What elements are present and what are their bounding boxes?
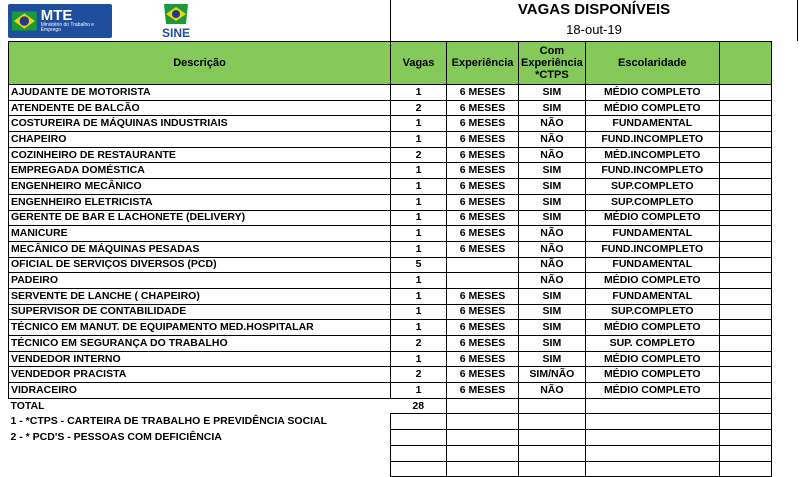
ctps-required: SIM (519, 179, 586, 195)
education: FUND.INCOMPLETO (585, 241, 719, 257)
vacancy-count: 1 (391, 116, 447, 132)
experience: 6 MESES (447, 100, 519, 116)
experience: 6 MESES (447, 194, 519, 210)
education: MÉDIO COMPLETO (585, 210, 719, 226)
experience: 6 MESES (447, 304, 519, 320)
vacancy-count: 1 (391, 179, 447, 195)
vacancy-count: 1 (391, 132, 447, 148)
vacancy-count: 2 (391, 367, 447, 383)
experience: 6 MESES (447, 147, 519, 163)
job-title: MANICURE (9, 226, 391, 242)
table-row (9, 179, 772, 195)
empty-cell (719, 304, 771, 320)
empty-cell (719, 116, 771, 132)
education: FUNDAMENTAL (585, 226, 719, 242)
table-row (9, 116, 772, 132)
education: SUP.COMPLETO (585, 304, 719, 320)
empty-cell (719, 194, 771, 210)
ctps-required: SIM (519, 85, 586, 101)
ctps-required: SIM (519, 163, 586, 179)
mte-logo (8, 4, 112, 38)
experience: 6 MESES (447, 116, 519, 132)
education: MÉDIO COMPLETO (585, 383, 719, 399)
vacancy-count: 1 (391, 241, 447, 257)
education: FUNDAMENTAL (585, 288, 719, 304)
experience (447, 257, 519, 273)
job-title: OFICIAL DE SERVIÇOS DIVERSOS (PCD) (9, 257, 391, 273)
table-row (9, 163, 772, 179)
table-row (9, 383, 772, 399)
empty-cell (719, 367, 771, 383)
note-pcd: 2 - * PCD'S - PESSOAS COM DEFICIÊNCIA (10, 430, 222, 443)
vacancy-count: 1 (391, 383, 447, 399)
education: FUNDAMENTAL (585, 116, 719, 132)
job-title: ATENDENTE DE BALCÃO (9, 100, 391, 116)
empty-cell (719, 288, 771, 304)
table-row (9, 100, 772, 116)
col-com-experiencia: Com Experiência *CTPS (519, 42, 586, 85)
education: FUND.INCOMPLETO (585, 132, 719, 148)
col-vagas: Vagas (391, 42, 447, 85)
vacancy-count: 1 (391, 194, 447, 210)
mte-logo-subtitle: Ministério do Trabalho e Emprego (40, 22, 95, 33)
vacancy-count: 1 (391, 273, 447, 289)
education: SUP.COMPLETO (585, 194, 719, 210)
empty-cell (719, 336, 771, 352)
education: MÉDIO COMPLETO (585, 367, 719, 383)
ctps-required: SIM/NÃO (519, 367, 586, 383)
empty-cell (719, 273, 771, 289)
empty-cell (719, 179, 771, 195)
vacancy-count: 2 (391, 100, 447, 116)
vacancy-count: 1 (391, 320, 447, 336)
job-title: EMPREGADA DOMÉSTICA (9, 163, 391, 179)
experience: 6 MESES (447, 367, 519, 383)
experience: 6 MESES (447, 132, 519, 148)
experience: 6 MESES (447, 336, 519, 352)
empty-cell (719, 147, 771, 163)
experience: 6 MESES (447, 241, 519, 257)
job-title: ENGENHEIRO MECÂNICO (9, 179, 391, 195)
col-descricao: Descrição (9, 42, 391, 85)
blank-row (9, 461, 772, 477)
vacancy-count: 1 (391, 163, 447, 179)
title-box (390, 0, 798, 41)
ctps-required: SIM (519, 351, 586, 367)
empty-cell (719, 210, 771, 226)
experience: 6 MESES (447, 351, 519, 367)
ctps-required: NÃO (519, 226, 586, 242)
education: FUNDAMENTAL (585, 257, 719, 273)
table-row (9, 367, 772, 383)
job-title: ENGENHEIRO ELETRICISTA (9, 194, 391, 210)
mte-logo-text: MTE (40, 7, 73, 24)
table-row (9, 210, 772, 226)
ctps-required: NÃO (519, 383, 586, 399)
table-body (9, 85, 772, 399)
job-title: MECÂNICO DE MÁQUINAS PESADAS (9, 241, 391, 257)
vacancy-count: 2 (391, 147, 447, 163)
education: FUND.INCOMPLETO (585, 163, 719, 179)
table-row (9, 320, 772, 336)
page-date: 18-out-19 (566, 22, 622, 37)
education: MÉDIO COMPLETO (585, 100, 719, 116)
total-value: 28 (412, 399, 425, 412)
empty-cell (719, 241, 771, 257)
table-row (9, 132, 772, 148)
job-title: TÉCNICO EM MANUT. DE EQUIPAMENTO MED.HOSPITALAR (9, 320, 391, 336)
experience (447, 273, 519, 289)
total-row (9, 398, 772, 414)
table-header-row (9, 42, 772, 85)
ctps-required: SIM (519, 194, 586, 210)
ctps-required: SIM (519, 336, 586, 352)
ctps-required: NÃO (519, 147, 586, 163)
job-title: VENDEDOR PRACISTA (9, 367, 391, 383)
job-title: VIDRACEIRO (9, 383, 391, 399)
vacancy-count: 5 (391, 257, 447, 273)
ctps-required: NÃO (519, 116, 586, 132)
job-title: VENDEDOR INTERNO (9, 351, 391, 367)
table-footer (9, 398, 772, 476)
table-row (9, 194, 772, 210)
empty-cell (719, 257, 771, 273)
ctps-required: NÃO (519, 132, 586, 148)
experience: 6 MESES (447, 320, 519, 336)
col-experiencia: Experiência (447, 42, 519, 85)
table-row (9, 336, 772, 352)
sine-logo (156, 2, 196, 40)
table-row (9, 304, 772, 320)
vacancy-count: 1 (391, 351, 447, 367)
vacancies-table (8, 41, 772, 477)
col-empty (719, 42, 771, 85)
experience: 6 MESES (447, 210, 519, 226)
vacancy-count: 1 (391, 304, 447, 320)
ctps-required: NÃO (519, 257, 586, 273)
table-row (9, 241, 772, 257)
empty-cell (719, 226, 771, 242)
vacancy-count: 1 (391, 288, 447, 304)
empty-cell (719, 100, 771, 116)
table-row (9, 147, 772, 163)
job-title: COZINHEIRO DE RESTAURANTE (9, 147, 391, 163)
ctps-required: SIM (519, 320, 586, 336)
empty-cell (719, 163, 771, 179)
job-title: TÉCNICO EM SEGURANÇA DO TRABALHO (9, 336, 391, 352)
job-title: SERVENTE DE LANCHE ( CHAPEIRO) (9, 288, 391, 304)
education: MÉD.INCOMPLETO (585, 147, 719, 163)
empty-cell (719, 351, 771, 367)
ctps-required: SIM (519, 304, 586, 320)
job-title: SUPERVISOR DE CONTABILIDADE (9, 304, 391, 320)
experience: 6 MESES (447, 226, 519, 242)
vacancy-count: 1 (391, 85, 447, 101)
note-ctps: 1 - *CTPS - CARTEIRA DE TRABALHO E PREVIDÊNCIA SOCIAL (10, 415, 328, 428)
vacancy-count: 2 (391, 336, 447, 352)
empty-cell (719, 85, 771, 101)
empty-cell (719, 383, 771, 399)
table-row (9, 351, 772, 367)
empty-cell (719, 132, 771, 148)
education: MÉDIO COMPLETO (585, 85, 719, 101)
experience: 6 MESES (447, 383, 519, 399)
education: MÉDIO COMPLETO (585, 351, 719, 367)
table-row (9, 288, 772, 304)
education: MÉDIO COMPLETO (585, 273, 719, 289)
experience: 6 MESES (447, 163, 519, 179)
education: MÉDIO COMPLETO (585, 320, 719, 336)
ctps-required: NÃO (519, 273, 586, 289)
ctps-required: SIM (519, 288, 586, 304)
job-title: AJUDANTE DE MOTORISTA (9, 85, 391, 101)
job-title: PADEIRO (9, 273, 391, 289)
job-title: COSTUREIRA DE MÁQUINAS INDUSTRIAIS (9, 116, 391, 132)
vacancy-count: 1 (391, 226, 447, 242)
experience: 6 MESES (447, 85, 519, 101)
education: SUP. COMPLETO (585, 336, 719, 352)
note-row (9, 414, 772, 430)
table-row (9, 85, 772, 101)
total-label: TOTAL (10, 399, 45, 412)
vacancy-count: 1 (391, 210, 447, 226)
experience: 6 MESES (447, 179, 519, 195)
sine-flag-icon (156, 2, 196, 28)
empty-cell (719, 320, 771, 336)
sine-logo-text: SINE (161, 26, 190, 40)
ctps-required: NÃO (519, 241, 586, 257)
ctps-required: SIM (519, 100, 586, 116)
table-row (9, 226, 772, 242)
page-header (0, 0, 800, 41)
education: SUP.COMPLETO (585, 179, 719, 195)
job-title: GERENTE DE BAR E LACHONETE (DELIVERY) (9, 210, 391, 226)
col-escolaridade: Escolaridade (585, 42, 719, 85)
table-row (9, 273, 772, 289)
experience: 6 MESES (447, 288, 519, 304)
page-title: VAGAS DISPONÍVEIS (517, 1, 671, 18)
job-title: CHAPEIRO (9, 132, 391, 148)
ctps-required: SIM (519, 210, 586, 226)
note-row (9, 430, 772, 446)
table-row (9, 257, 772, 273)
brazil-flag-icon (12, 8, 37, 34)
